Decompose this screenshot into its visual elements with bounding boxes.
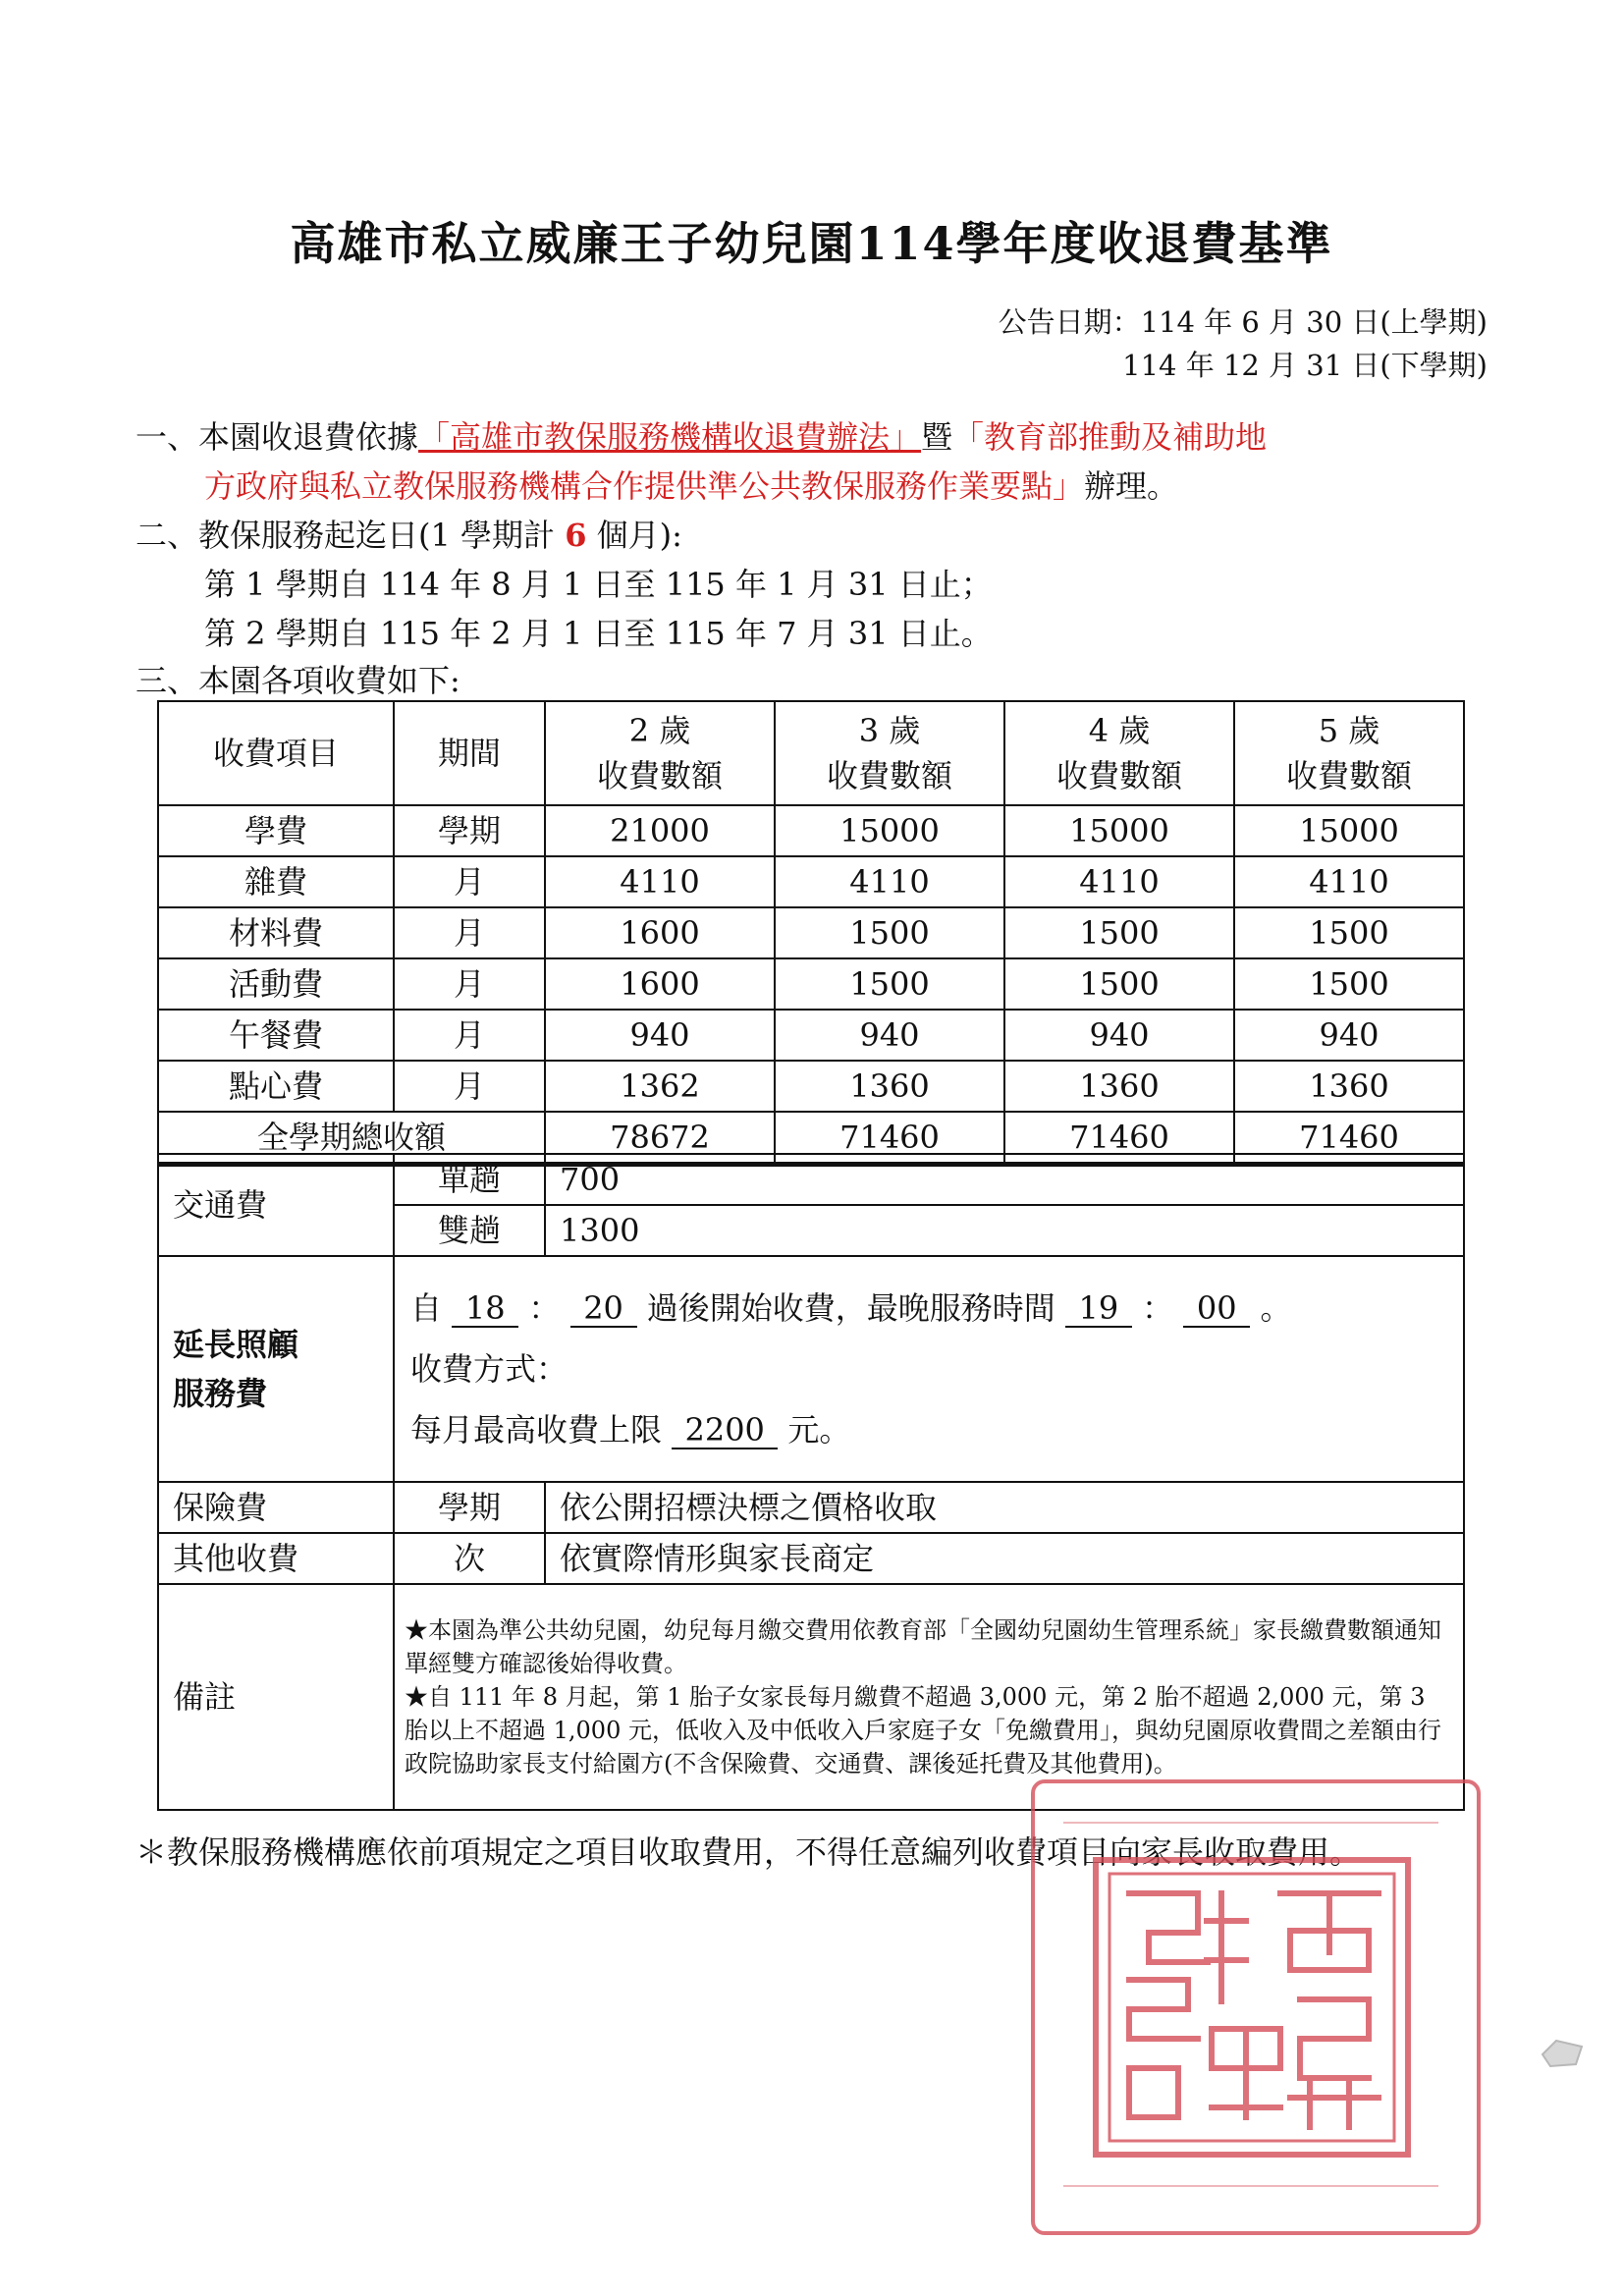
ext-end-minute: 00 — [1183, 1290, 1250, 1328]
section-1-mid: 暨 — [921, 418, 953, 456]
row-value: 940 — [775, 1010, 1004, 1061]
row-value: 940 — [1234, 1010, 1464, 1061]
col-age-5-header — [1234, 701, 1464, 805]
age-sub-label: 收費數額 — [1285, 757, 1412, 794]
remarks-content — [394, 1584, 1464, 1810]
table-row — [158, 907, 1464, 958]
row-value: 1360 — [775, 1061, 1004, 1112]
total-value: 71460 — [1004, 1112, 1234, 1165]
table-row — [158, 856, 1464, 907]
total-value: 71460 — [775, 1112, 1004, 1165]
row-item: 點心費 — [158, 1061, 394, 1112]
row-value: 4110 — [1004, 856, 1234, 907]
table-row — [158, 1010, 1464, 1061]
age-label: 4 歲 — [1088, 712, 1151, 749]
col-item-header: 收費項目 — [158, 701, 394, 805]
notice-date-second: 114 年 12 月 31 日(下學期) — [1122, 349, 1488, 382]
age-sub-label: 收費數額 — [596, 757, 723, 794]
row-value: 1500 — [1234, 958, 1464, 1010]
other-fee-row — [158, 1533, 1464, 1584]
section-2-suffix: 個月): — [586, 517, 682, 554]
row-period: 月 — [394, 907, 545, 958]
ext-start-minute: 20 — [570, 1290, 637, 1328]
row-item: 學費 — [158, 805, 394, 856]
remark-note-1: ★本園為準公共幼兒園，幼兒每月繳交費用依教育部「全國幼兒園幼生管理系統」家長繳費數額通知單經雙方確認後始得收費。 — [405, 1616, 1441, 1677]
transport-round-label: 雙趟 — [394, 1205, 545, 1256]
row-value: 1360 — [1234, 1061, 1464, 1112]
fee-table — [157, 700, 1465, 1167]
section-1-line-1 — [135, 412, 1267, 462]
row-item: 材料費 — [158, 907, 394, 958]
ext-from-text: 自 — [410, 1289, 443, 1327]
remarks-row — [158, 1584, 1464, 1810]
col-period-header: 期間 — [394, 701, 545, 805]
transport-single-label: 單趟 — [394, 1154, 545, 1205]
row-period: 學期 — [394, 805, 545, 856]
col-age-2-header — [545, 701, 775, 805]
ext-cap-prefix: 每月最高收費上限 — [410, 1411, 663, 1449]
section-3-heading: 三、本園各項收費如下: — [135, 662, 460, 699]
footer-note: ＊教保服務機構應依前項規定之項目收取費用，不得任意編列收費項目向家長收取費用。 — [135, 1833, 1362, 1871]
transport-label: 交通費 — [158, 1154, 394, 1256]
section-2-months: 6 — [565, 517, 587, 554]
total-label: 全學期總收額 — [158, 1112, 545, 1165]
table-row — [158, 1061, 1464, 1112]
row-value: 1600 — [545, 907, 775, 958]
row-value: 1500 — [775, 907, 1004, 958]
row-value: 1600 — [545, 958, 775, 1010]
other-fee-desc: 依實際情形與家長商定 — [545, 1533, 1464, 1584]
section-2-term-2: 第 2 學期自 115 年 2 月 1 日至 115 年 7 月 31 日止。 — [204, 615, 993, 652]
other-fee-label: 其他收費 — [158, 1533, 394, 1584]
section-2-prefix: 二、教保服務起迄日(1 學期計 — [135, 517, 566, 554]
row-period: 月 — [394, 856, 545, 907]
document-title: 高雄市私立威廉王子幼兒園114學年度收退費基準 — [290, 217, 1333, 270]
extended-care-label-line-2: 服務費 — [173, 1375, 268, 1412]
ext-method: 收費方式： — [410, 1350, 568, 1388]
ext-start-hour: 18 — [452, 1290, 518, 1328]
row-value: 15000 — [1234, 805, 1464, 856]
extended-care-label — [158, 1256, 394, 1482]
age-sub-label: 收費數額 — [826, 757, 952, 794]
row-value: 1360 — [1004, 1061, 1234, 1112]
insurance-row — [158, 1482, 1464, 1533]
row-item: 雜費 — [158, 856, 394, 907]
row-value: 4110 — [1234, 856, 1464, 907]
ext-colon: ： — [1142, 1289, 1174, 1327]
row-value: 1500 — [1004, 907, 1234, 958]
fee-table-header — [158, 701, 1464, 805]
row-value: 1500 — [1004, 958, 1234, 1010]
section-1-law-2b: 方政府與私立教保服務機構合作提供準公共教保服務作業要點」 — [204, 467, 1085, 505]
seal-pattern-icon — [1035, 1783, 1469, 2223]
insurance-period: 學期 — [394, 1482, 545, 1533]
insurance-desc: 依公開招標決標之價格收取 — [545, 1482, 1464, 1533]
remarks-label: 備註 — [158, 1584, 394, 1810]
section-1-line-2 — [204, 462, 1178, 511]
extended-care-label-line-1: 延長照顧 — [173, 1326, 299, 1363]
row-value: 4110 — [545, 856, 775, 907]
official-seal-stamp — [1031, 1779, 1481, 2235]
age-sub-label: 收費數額 — [1055, 757, 1182, 794]
ext-mid-text: 過後開始收費，最晚服務時間 — [646, 1289, 1055, 1327]
row-value: 21000 — [545, 805, 775, 856]
section-1-suffix: 辦理。 — [1084, 467, 1179, 505]
notice-dates — [999, 301, 1488, 387]
transport-round-value: 1300 — [545, 1205, 1464, 1256]
section-1-prefix: 一、本園收退費依據 — [135, 418, 419, 456]
other-fee-period: 次 — [394, 1533, 545, 1584]
col-age-3-header — [775, 701, 1004, 805]
extended-care-row — [158, 1256, 1464, 1482]
row-value: 940 — [545, 1010, 775, 1061]
total-value: 78672 — [545, 1112, 775, 1165]
section-2-term-1: 第 1 學期自 114 年 8 月 1 日至 115 年 1 月 31 日止； — [204, 566, 993, 603]
row-item: 活動費 — [158, 958, 394, 1010]
ext-monthly-cap — [410, 1399, 1459, 1460]
age-label: 5 歲 — [1318, 712, 1380, 749]
row-value: 15000 — [775, 805, 1004, 856]
row-value: 940 — [1004, 1010, 1234, 1061]
row-period: 月 — [394, 1061, 545, 1112]
table-row — [158, 805, 1464, 856]
extended-care-details — [394, 1256, 1464, 1482]
row-value: 1500 — [1234, 907, 1464, 958]
row-value: 1500 — [775, 958, 1004, 1010]
extended-care-hours — [410, 1278, 1459, 1339]
ext-end-text: 。 — [1260, 1289, 1292, 1327]
total-value: 71460 — [1234, 1112, 1464, 1165]
notice-date-first: 公告日期：114 年 6 月 30 日(上學期) — [998, 305, 1488, 339]
ext-cap-value: 2200 — [672, 1412, 778, 1449]
row-period: 月 — [394, 958, 545, 1010]
age-label: 2 歲 — [628, 712, 691, 749]
age-label: 3 歲 — [858, 712, 921, 749]
row-value: 4110 — [775, 856, 1004, 907]
row-value: 1362 — [545, 1061, 775, 1112]
row-value: 15000 — [1004, 805, 1234, 856]
transport-row-single — [158, 1154, 1464, 1205]
ext-colon: ： — [528, 1289, 561, 1327]
section-2-heading — [135, 511, 682, 560]
table-row — [158, 958, 1464, 1010]
section-1-law-1: 「高雄市教保服務機構收退費辦法」 — [418, 418, 922, 456]
col-age-4-header — [1004, 701, 1234, 805]
row-period: 月 — [394, 1010, 545, 1061]
transport-single-value: 700 — [545, 1154, 1464, 1205]
row-item: 午餐費 — [158, 1010, 394, 1061]
scan-smudge-icon — [1537, 2033, 1588, 2072]
insurance-label: 保險費 — [158, 1482, 394, 1533]
remark-note-2: ★自 111 年 8 月起，第 1 胎子女家長每月繳費不超過 3,000 元，第 2 胎不超過 2,000 元，第 3 胎以上不超過 1,000 元，低收入及中低收入戶家庭子女「免繳費用」，與幼兒園原收費間之差額由行政院協助家長支付給園方(不含保險費、交通費、課後延托費及其他費用)。 — [405, 1683, 1441, 1777]
ext-cap-suffix: 元。 — [787, 1411, 851, 1449]
section-1-law-2a: 「教育部推動及補助地 — [952, 418, 1268, 456]
ext-end-hour: 19 — [1065, 1290, 1132, 1328]
other-fees-table — [157, 1153, 1465, 1811]
